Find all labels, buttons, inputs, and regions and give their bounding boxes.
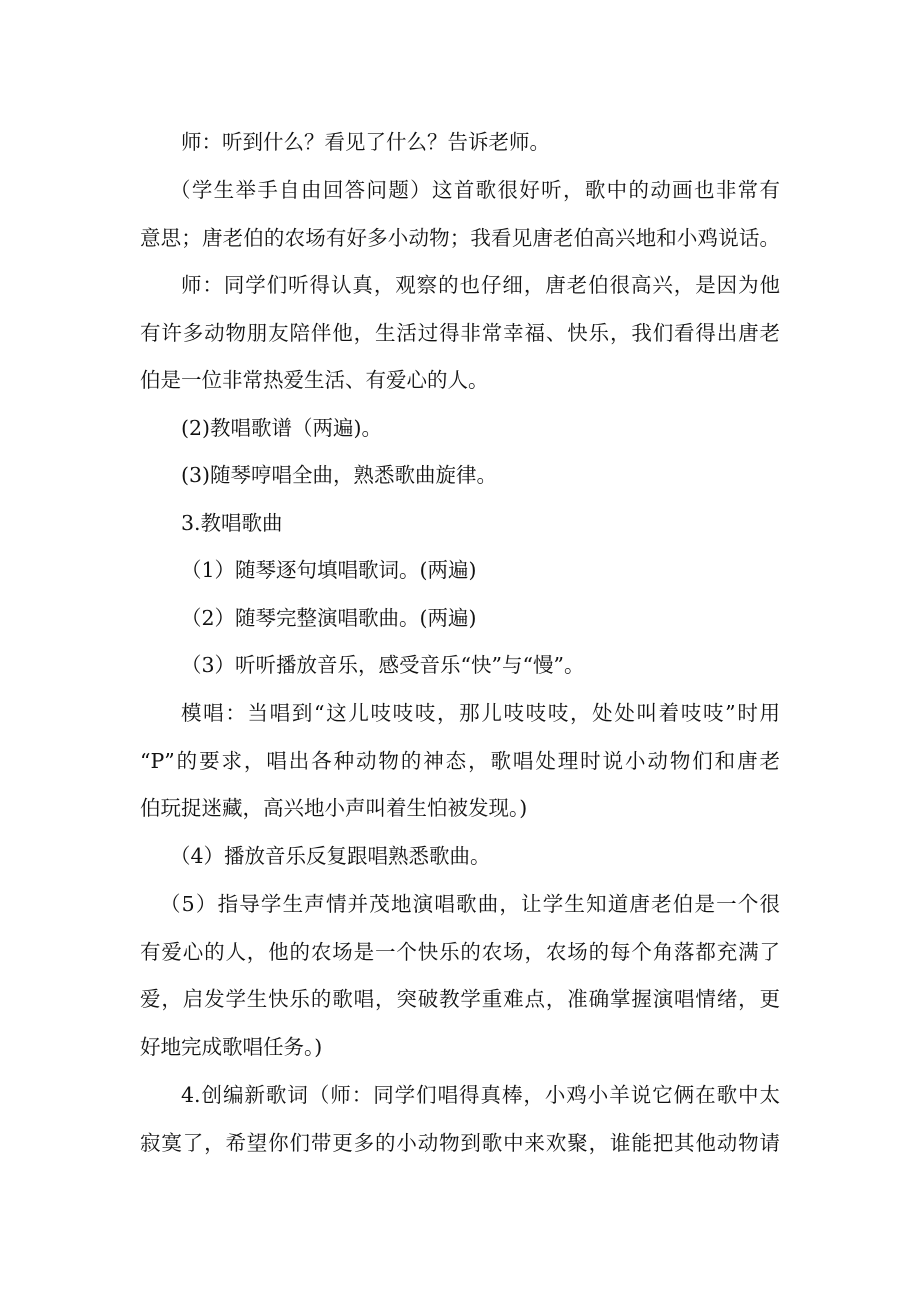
text-line: （5）指导学生声情并茂地演唱歌曲，让学生知道唐老伯是一个很 [160, 892, 780, 916]
paragraph-teacher-comment [140, 262, 780, 405]
text-line: 模唱：当唱到“这儿吱吱吱，那儿吱吱吱，处处叫着吱吱”时用 [181, 701, 780, 725]
paragraph-teacher-question [140, 119, 780, 167]
text-line: （3）听听播放音乐，感受音乐“快”与“慢”。 [181, 653, 585, 677]
text-line: （学生举手自由回答问题）这首歌很好听，歌中的动画也非常有 [170, 178, 780, 202]
text-line: 好地完成歌唱任务。) [140, 1034, 323, 1059]
text-line: 伯玩捉迷藏，高兴地小声叫着生怕被发现。) [140, 796, 528, 820]
text-line: 寂寞了，希望你们带更多的小动物到歌中来欢聚，谁能把其他动物请 [140, 1130, 780, 1155]
text-line: 爱，启发学生快乐的歌唱，突破教学重难点，准确掌握演唱情绪，更 [140, 987, 780, 1011]
text-line: 意思；唐老伯的农场有好多小动物；我看见唐老伯高兴地和小鸡说话。 [140, 225, 780, 250]
paragraph-student-answer [140, 167, 780, 262]
paragraph-sub-2 [140, 595, 780, 643]
text-line: 伯是一位非常热爱生活、有爱心的人。 [140, 368, 489, 392]
text-line: 3.教唱歌曲 [181, 511, 283, 535]
paragraph-sub-5 [140, 881, 780, 1071]
text-line: 师：同学们听得认真，观察的也仔细，唐老伯很高兴，是因为他 [181, 273, 780, 297]
text-line: （1）随琴逐句填唱歌词。(两遍) [181, 558, 477, 582]
text-line: 有爱心的人，他的农场是一个快乐的农场，农场的每个角落都充满了 [140, 939, 780, 964]
text-line: 师：听到什么？看见了什么？告诉老师。 [181, 130, 550, 154]
text-line: （2）随琴完整演唱歌曲。(两遍) [181, 606, 477, 630]
text-line: 4.创编新歌词（师：同学们唱得真棒，小鸡小羊说它俩在歌中太 [181, 1083, 780, 1107]
text-line: （4）播放音乐反复跟唱熟悉歌曲。 [170, 844, 491, 868]
paragraph-step-3 [140, 452, 780, 500]
text-line: (3)随琴哼唱全曲，熟悉歌曲旋律。 [181, 463, 498, 487]
paragraph-sub-4 [140, 833, 780, 881]
text-line: 有许多动物朋友陪伴他，生活过得非常幸福、快乐，我们看得出唐老 [140, 320, 780, 345]
paragraph-sub-1 [140, 547, 780, 595]
paragraph-create-lyrics [140, 1072, 780, 1167]
text-line: (2)教唱歌谱（两遍)。 [181, 416, 383, 440]
section-heading-teach-song [140, 500, 780, 548]
paragraph-sub-3 [140, 642, 780, 690]
paragraph-imitation-singing [140, 690, 780, 833]
paragraph-step-2 [140, 405, 780, 453]
text-line: “P”的要求，唱出各种动物的神态，歌唱处理时说小动物们和唐老 [140, 748, 780, 773]
